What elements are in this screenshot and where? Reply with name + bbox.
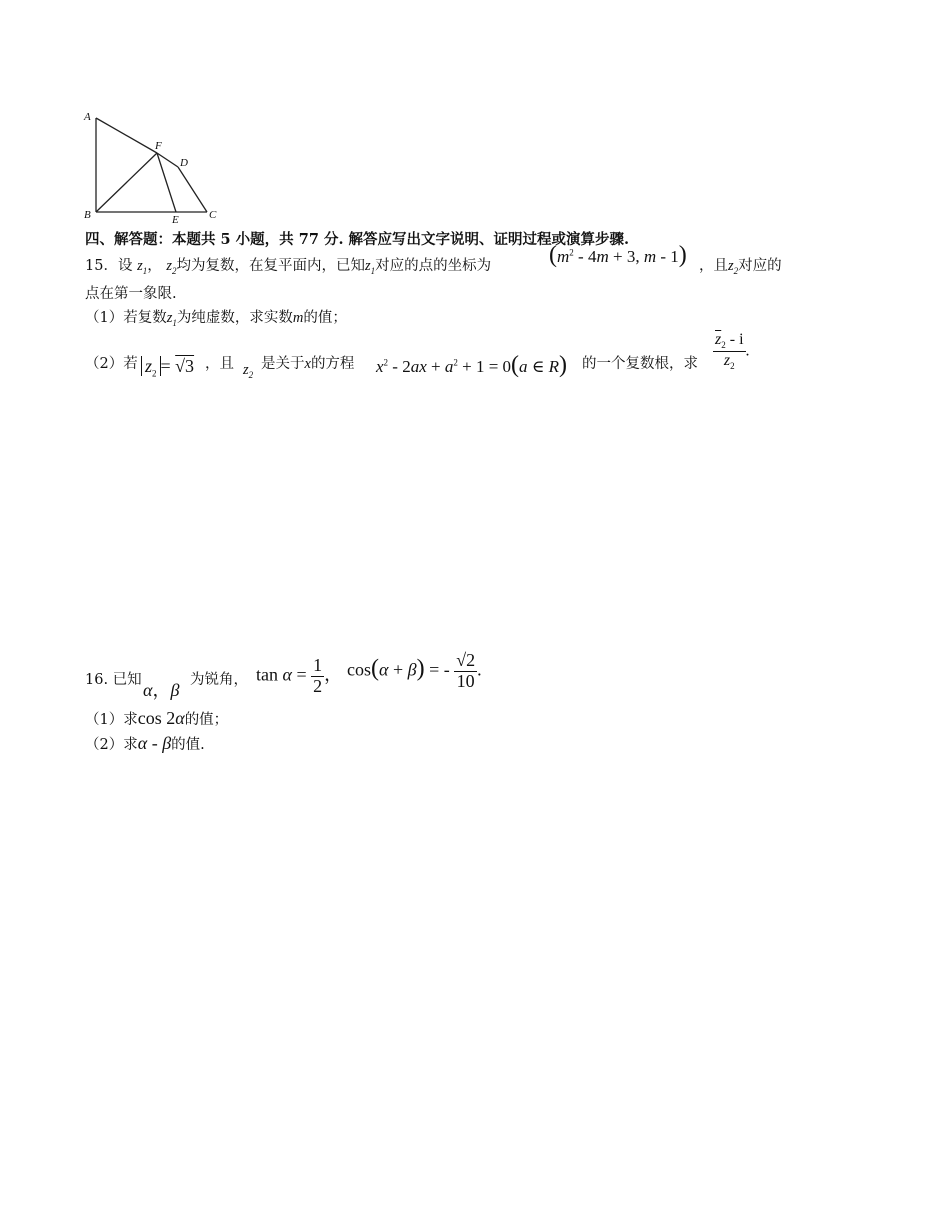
label-e: E [172, 214, 179, 226]
q15-equation: $x^2 - 2ax + a^2 + 1 = 0(a$ ∈ R) [376, 352, 568, 378]
q16-part1: （1）求cos 2α的值； [85, 708, 229, 728]
q15-part2-and: ，且 [205, 356, 234, 372]
z1-symbol: $z_1$ [137, 258, 148, 276]
abs-z2-expression: $z_2 = √3$ [141, 356, 194, 379]
z2-symbol: $z_2$ [166, 258, 177, 276]
segment-dc [178, 167, 207, 212]
q16-number: 16. 已知 [85, 672, 142, 688]
q15-fraction: $\frac{\overline{z}_2 - i}{z_2}$ . [715, 331, 750, 372]
segment-bf [96, 153, 157, 212]
geometry-figure [80, 105, 225, 230]
q16-part2: （2）求α - β的值. [85, 733, 205, 753]
label-d: D [180, 157, 188, 169]
q15-line1 [85, 254, 491, 276]
q15-part2-end: 的一个复数根，求 [582, 356, 698, 372]
q15-text-b: 均为复数，在复平面内，已知 [176, 258, 365, 274]
q16-alpha-beta: α，β [143, 680, 180, 700]
q15-part1: （1）若复数$z_1$为纯虚数，求实数m的值； [85, 310, 347, 328]
z2-symbol-2: $z_2$ [728, 258, 739, 276]
q16-acute-text: 为锐角， [190, 672, 248, 688]
alpha-minus-beta: α - β [137, 733, 172, 753]
segment-fe [157, 153, 176, 212]
q15-part2-label: （2）若 [85, 356, 138, 372]
label-a: A [84, 111, 91, 123]
cos2alpha: cos 2α [137, 708, 185, 728]
z1-symbol-2: $z_1$ [364, 258, 376, 276]
q15-comma: ， [147, 258, 162, 274]
q15-text-c: 对应的点的坐标为 [375, 258, 492, 274]
q15-number: 15． [85, 258, 118, 274]
section-heading: 四、解答题：本题共 5 小题，共 77 分. 解答应写出文字说明、证明过程或演算步骤. [85, 231, 630, 248]
q16-tan-expression: tan α = $\frac{1}{2}$ ， [256, 655, 343, 696]
q15-part2-text: 是关于x的方程 [261, 356, 355, 372]
label-f: F [155, 140, 162, 152]
q15-line2: 点在第一象限. [85, 286, 177, 302]
q15-text-a: 设 [117, 258, 133, 274]
q16-cos-expression: cos(α + β) = - $\frac{√2}{10}$ . [347, 650, 482, 691]
z1-symbol-3: $z_1$ [166, 310, 177, 328]
z2-symbol-3: $z_2$ [243, 362, 254, 380]
q15-coordinate: ($m^2 - 4m + 3$, m - 1) [549, 242, 687, 268]
segment-af [96, 118, 157, 153]
q15-line1-end: ，且$z_2$对应的 [699, 258, 782, 276]
label-b: B [84, 209, 91, 221]
label-c: C [209, 209, 217, 221]
